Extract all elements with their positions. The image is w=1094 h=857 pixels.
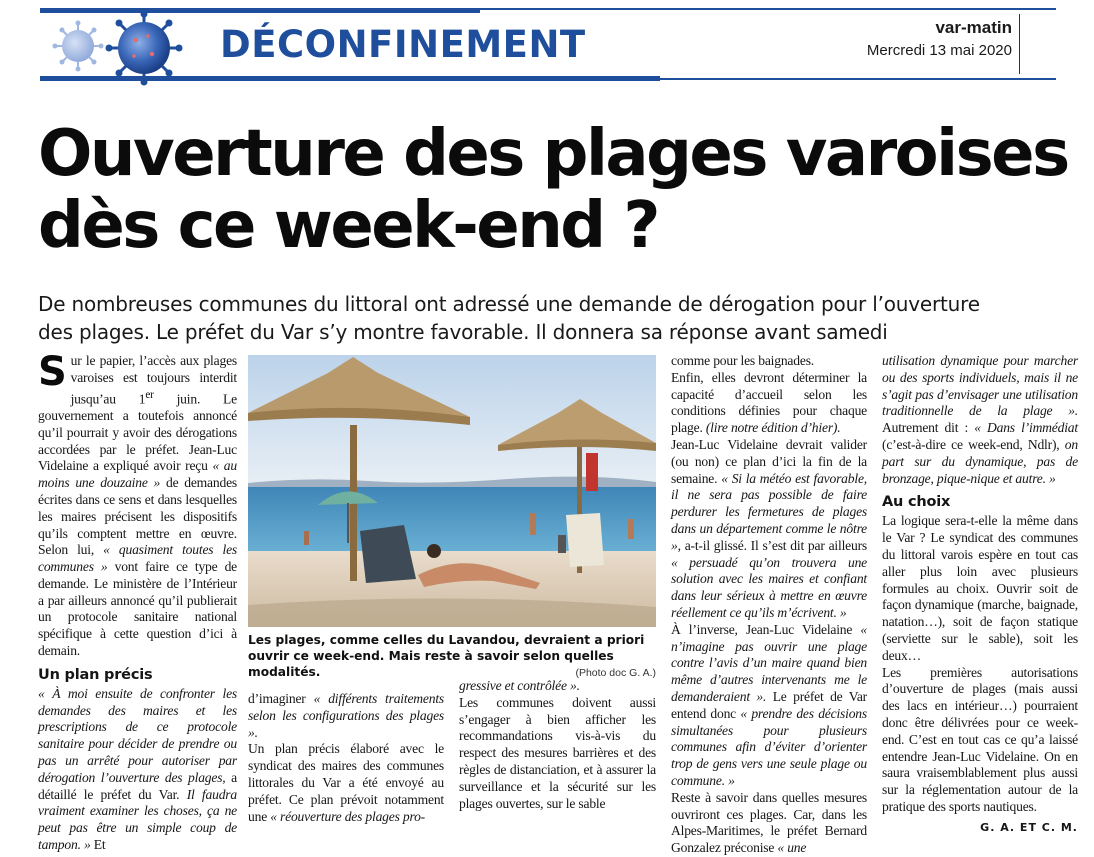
article-lead — [38, 290, 1078, 346]
masthead — [867, 18, 1012, 59]
author-signature: G. A. ET C. M. — [980, 820, 1078, 834]
text-run: (c’est-à-dire ce week-end, Ndlr), — [882, 436, 1065, 452]
text-run: vont faire ce type de demande. Le ministère de l’Intérieur a par ailleurs annoncé qu’il publierait un protocole sanitaire national spécifique à cette question d’ici à demain. — [38, 559, 238, 659]
photo-caption: Les plages, comme celles du Lavandou, devraient a priori ouvrir ce week-end. Mais reste à savoir selon quelles modalités. — [248, 633, 645, 679]
article-column-4 — [671, 353, 867, 857]
text-run: a-t-il glissé. Il s’est dit par ailleurs — [680, 537, 867, 553]
quote: « persuadé qu’on trouvera une solution avec les maires et confiant dans leur sérieux à mettre en œuvre réellement ce qu’ils m’écrivent. » — [671, 554, 867, 620]
paragraph — [671, 370, 867, 437]
lead-line-1: De nombreuses communes du littoral ont adressé une demande de dérogation pour l’ouverture — [38, 292, 980, 316]
header-rule-bottom — [40, 78, 1056, 80]
paragraph — [248, 691, 444, 741]
dropcap: S — [38, 349, 67, 395]
paragraph — [459, 678, 656, 695]
text-run: Autrement dit : — [882, 420, 975, 436]
text-run: d’imaginer — [248, 691, 314, 706]
section-rubric: DÉCONFINEMENT — [220, 22, 586, 66]
masthead-rule — [1019, 14, 1020, 74]
paragraph — [38, 349, 238, 660]
article-column-5 — [882, 353, 1078, 837]
quote: « réouverture des plages pro- — [270, 808, 426, 824]
quote: « quasiment toutes les communes » — [38, 542, 238, 575]
text-run: Enfin, elles devront déterminer la capacité d’accueil selon les conditions définies pour chaque plage. — [671, 369, 867, 436]
quote: on part sur du dynamique, pas de bronzage, pique-nique et autre. » — [882, 436, 1078, 486]
paragraph: comme pour les baignades. — [671, 353, 814, 368]
text-run: de demandes écrites dans ce sens et dans lesquelles les maires précisent les dispositifs qu’ils comptent mettre en œuvre. Selon lui, — [38, 475, 237, 558]
paragraph — [248, 741, 444, 825]
photo-credit: (Photo doc G. A.) — [575, 667, 656, 679]
text-run: Et — [90, 837, 106, 853]
newspaper-name: var-matin — [935, 18, 1012, 37]
title-line-1: Ouverture des plages varoises — [38, 117, 1068, 191]
quote: « différents traitements selon les configurations des plages ». — [248, 691, 444, 740]
lead-line-2: des plages. Le préfet du Var s’y montre favorable. Il donnera sa réponse avant samedi — [38, 320, 888, 344]
superscript: er — [145, 388, 154, 401]
quote: (lire notre édition d’hier). — [705, 420, 841, 436]
text-run: Reste à savoir dans quelles mesures ouvriront ces plages. Car, dans les Alpes-Maritimes, le préfet Bernard Gonzalez préconise — [671, 789, 867, 856]
paragraph — [671, 790, 867, 857]
text-run: juin. Le gouvernement a toutefois annoncé qu’il pourrait y avoir des dérogations accordées par le préfet. Jean-Luc Videlaine a expliqué avoir reçu — [38, 391, 237, 474]
quote: « au moins une douzaine » — [38, 458, 237, 491]
title-line-2: dès ce week-end ? — [38, 189, 658, 263]
text-run: a détaillé le préfet du Var. — [38, 769, 237, 802]
article-title — [38, 118, 1078, 262]
quote: « Si la météo est favorable, il ne sera pas possible de faire perdurer les fermetures de plages dans un département comme le nôtre », — [671, 470, 867, 553]
quote: gressive et contrôlée ». — [459, 678, 580, 693]
paragraph — [38, 686, 237, 854]
quote: utilisation dynamique pour marcher ou des sports individuels, mais il ne s’agit pas d’envisager une utilisation traditionnelle de la plage ». — [882, 353, 1078, 419]
paragraph — [671, 437, 867, 622]
text-run: Le préfet de Var entend donc — [671, 688, 867, 721]
text-run: Jean-Luc Videlaine devrait valider (ou non) ce plan d’ici la fin de la semaine. — [671, 436, 867, 486]
beach-photo — [248, 355, 656, 627]
text-run: À l’inverse, Jean-Luc Videlaine — [671, 621, 861, 637]
paragraph: Les communes doivent aussi s’engager à bien afficher les recommandations vis-à-vis du respect des mesures barrières et des règles de distanciation, et à assurer la surveillance et la sécurité sur les plages ouvertes, sur le sable — [459, 694, 656, 811]
subheading: Un plan précis — [38, 666, 153, 683]
article-column-1 — [38, 349, 238, 854]
quote: « une — [777, 840, 807, 856]
paragraph: La logique sera-t-elle la même dans le Var ? Le syndicat des communes du littoral varois espère en tout cas aller plus loin avec plusieurs formules au choix. Ouvrir soit de façon dynamique (marche, baignade, natation…), soit de façon statique (serviette sur le sable), soit les deux… — [882, 513, 1078, 663]
article-column-3 — [459, 678, 656, 812]
article-column-2 — [248, 691, 444, 825]
paragraph — [671, 622, 867, 790]
text-run: Un plan précis élaboré avec le syndicat des maires des communes littorales du Var a été envoyé au préfet. Ce plan prévoit notamment une — [248, 741, 444, 824]
coronavirus-icon — [44, 10, 204, 86]
subheading: Au choix — [882, 494, 951, 511]
quote: « prendre des décisions simultanées pour plusieurs communes afin d’éviter d’orienter trop de gens vers une seule plage ou commune. » — [671, 705, 867, 788]
quote: « n’imagine pas ouvrir une plage contre l’avis d’un maire quand bien même d’autres intervenants me le demanderaient ». — [671, 621, 867, 704]
quote: Il faudra vraiment examiner les choses, ça ne peut pas être un simple coup de tampon. » — [38, 786, 237, 853]
quote: « À moi ensuite de confronter les demandes des maires et les prescriptions de ce protocole sanitaire pour décider de prendre ou pas un arrêté pour autoriser par dérogation l’ouverture des plages, — [38, 685, 237, 785]
paragraph: Les premières autorisations d’ouverture de plages (mais aussi des lacs en intérieur…) pourraient donc être délivrées pour ce week-end. C’est en tout cas ce qu’a laissé entendre Jean-Luc Videlaine. On en saura vraisemblablement plus aussi sur la réglementation autour de la pratique des sports nautiques. — [882, 664, 1078, 814]
paragraph — [882, 353, 1078, 487]
quote: « Dans l’immédiat — [974, 420, 1078, 436]
publication-date: Mercredi 13 mai 2020 — [866, 42, 1012, 59]
text-run: ur le papier, l’accès aux plages varoises est toujours interdit jusqu’au 1 — [70, 353, 237, 407]
